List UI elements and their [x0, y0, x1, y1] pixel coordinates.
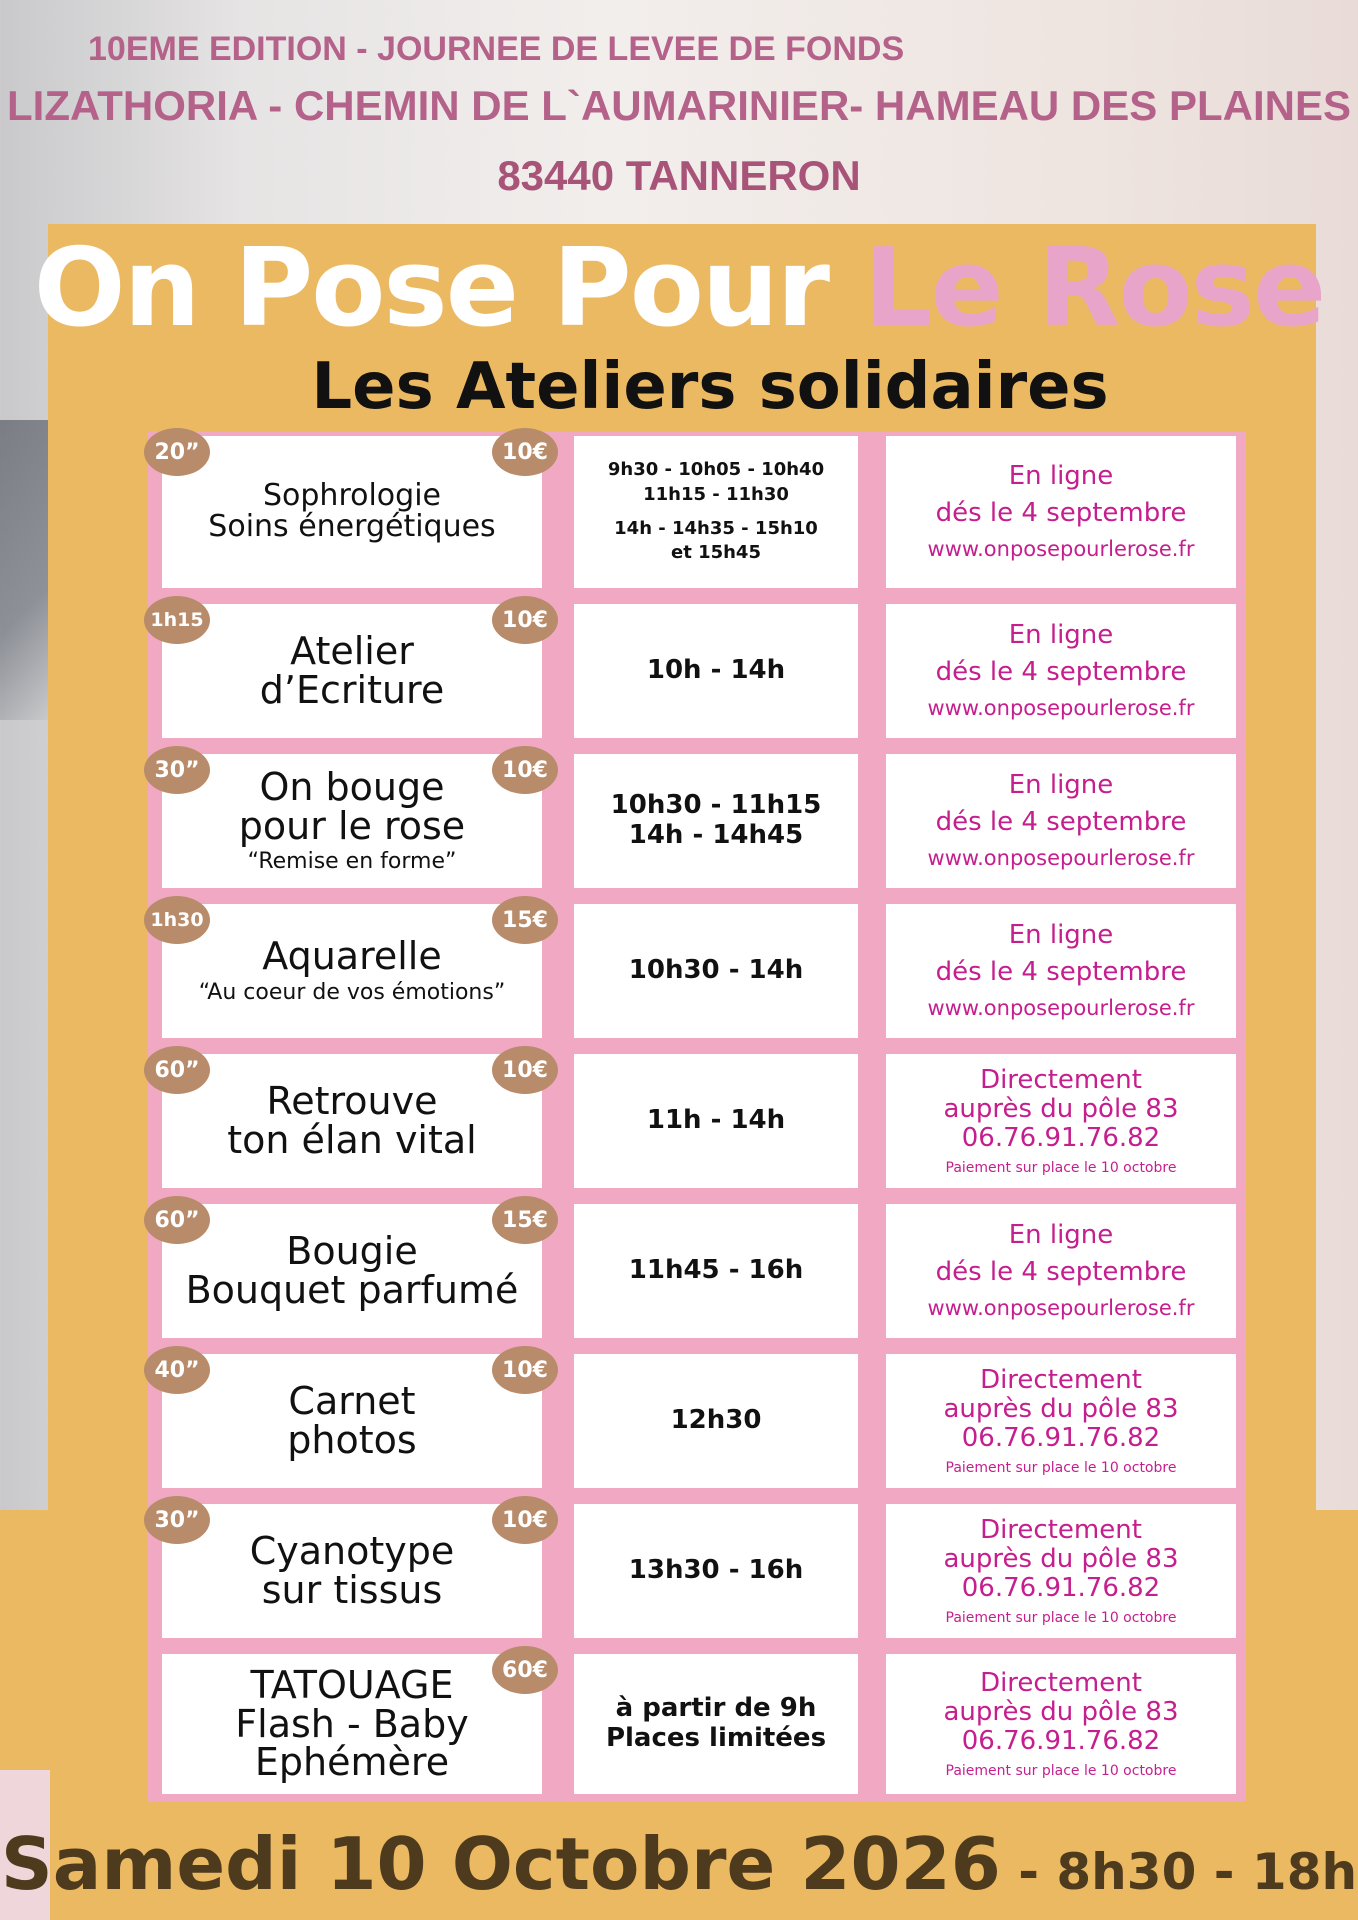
registration-cell [886, 1504, 1236, 1638]
time-line: 10h - 14h [646, 655, 786, 686]
workshop-time [608, 458, 824, 565]
workshop-name-line: Soins énergétiques [208, 509, 496, 544]
workshop-name-line: Bougie [286, 1229, 418, 1274]
workshop-name-line: d’Ecriture [259, 668, 445, 712]
registration-mode: En ligne [1008, 920, 1114, 951]
registration-cell [886, 904, 1236, 1038]
workshop-name-cell [162, 604, 542, 738]
time-line: 12h30 [670, 1405, 762, 1436]
time-gap [608, 507, 824, 517]
registration-info [928, 462, 1195, 562]
price-badge: 60€ [492, 1646, 558, 1694]
registration-mode: En ligne [1008, 620, 1114, 651]
workshop-name-line: ton élan vital [227, 1118, 477, 1162]
workshop-name-line: Retrouve [266, 1079, 438, 1124]
registration-info [928, 1221, 1195, 1321]
workshop-name-cell [162, 904, 542, 1038]
registration-mode: En ligne [1008, 770, 1114, 801]
time-line: Places limitées [605, 1723, 827, 1753]
time-line: 11h15 - 11h30 [643, 483, 789, 505]
workshop-name-cell [162, 1204, 542, 1338]
workshop-time-cell [574, 604, 858, 738]
duration-badge: 60” [144, 1046, 210, 1094]
duration-badge: 60” [144, 1196, 210, 1244]
time-line: 13h30 - 16h [628, 1555, 804, 1586]
duration-badge: 1h15 [144, 596, 210, 644]
workshop-name-subtitle: “Au coeur de vos émotions” [198, 979, 506, 1005]
time-line: 10h30 - 14h [628, 955, 804, 986]
workshop-name-line: Ephémère [254, 1740, 450, 1785]
payment-note: Paiement sur place le 10 octobre [945, 1762, 1177, 1779]
workshop-row [148, 1350, 1246, 1492]
registration-cell [886, 436, 1236, 588]
time-line: à partir de 9h [615, 1693, 817, 1724]
workshop-row [148, 1200, 1246, 1342]
workshop-row [148, 1650, 1246, 1798]
header-city: 83440 TANNERON [497, 152, 861, 199]
price-badge: 10€ [492, 1046, 558, 1094]
poster-subtitle: Les Ateliers solidaires [311, 350, 1109, 424]
registration-date: dés le 4 septembre [935, 807, 1187, 838]
duration-badge: 40” [144, 1346, 210, 1394]
price-badge: 10€ [492, 746, 558, 794]
price-badge: 10€ [492, 1496, 558, 1544]
workshop-name-line: photos [287, 1418, 417, 1462]
registration-date: dés le 4 septembre [935, 657, 1187, 688]
registration-cell [886, 1354, 1236, 1488]
registration-phone: 06.76.91.76.82 [961, 1725, 1161, 1756]
registration-info [943, 1516, 1178, 1627]
registration-mode: En ligne [1008, 1220, 1114, 1251]
registration-cell [886, 1654, 1236, 1794]
workshop-time [647, 656, 785, 686]
price-badge: 10€ [492, 596, 558, 644]
workshop-name-cell [162, 1654, 542, 1794]
workshop-row [148, 1500, 1246, 1642]
registration-website: www.onposepourlerose.fr [927, 696, 1195, 721]
workshop-time [629, 1256, 803, 1286]
registration-mode: Directement [980, 1064, 1142, 1095]
registration-cell [886, 1054, 1236, 1188]
workshop-time [629, 956, 803, 986]
registration-mode: Directement [980, 1364, 1142, 1395]
title-pink-part: Le Rose [863, 226, 1325, 351]
workshop-time-cell [574, 904, 858, 1038]
workshop-name-line: Aquarelle [262, 934, 442, 979]
registration-mode: En ligne [1008, 461, 1114, 492]
workshop-name-cell [162, 754, 542, 888]
registration-info [943, 1066, 1178, 1177]
duration-badge: 30” [144, 746, 210, 794]
duration-badge: 30” [144, 1496, 210, 1544]
workshop-name-cell [162, 1054, 542, 1188]
registration-website: www.onposepourlerose.fr [927, 537, 1195, 562]
duration-badge: 1h30 [144, 896, 210, 944]
registration-phone: 06.76.91.76.82 [961, 1572, 1161, 1603]
workshop-name-subtitle: “Remise en forme” [247, 849, 457, 875]
time-line: 10h30 - 11h15 [610, 790, 822, 821]
title-white-part: On Pose Pour [33, 226, 829, 351]
workshop-row [148, 432, 1246, 592]
workshop-time-cell [574, 1654, 858, 1794]
workshop-name-cell [162, 1504, 542, 1638]
workshop-time-cell [574, 1204, 858, 1338]
event-date [0, 1822, 1358, 1906]
registration-place: auprès du pôle 83 [943, 1093, 1179, 1124]
workshop-name-line: Cyanotype [249, 1529, 455, 1574]
workshop-name-line: On bouge [259, 764, 445, 809]
workshop-name-line: pour le rose [238, 803, 466, 848]
price-badge: 15€ [492, 1196, 558, 1244]
registration-place: auprès du pôle 83 [943, 1393, 1179, 1424]
event-date-day: Samedi 10 Octobre 2026 [0, 1822, 1001, 1906]
registration-date: dés le 4 septembre [935, 498, 1187, 529]
workshop-time-cell [574, 1504, 858, 1638]
registration-phone: 06.76.91.76.82 [961, 1422, 1161, 1453]
workshop-time [629, 1556, 803, 1586]
workshop-name-line: TATOUAGE [250, 1662, 454, 1707]
registration-cell [886, 754, 1236, 888]
workshop-time [611, 791, 822, 851]
registration-cell [886, 1204, 1236, 1338]
time-line: 11h - 14h [646, 1105, 786, 1136]
header-edition: 10EME EDITION - JOURNEE DE LEVEE DE FONDS [88, 30, 905, 68]
workshop-name-line: Sophrologie [262, 478, 441, 514]
workshop-name-line: Carnet [288, 1379, 416, 1424]
workshop-time [647, 1106, 785, 1136]
workshop-time [606, 1694, 826, 1754]
registration-date: dés le 4 septembre [935, 957, 1187, 988]
registration-info [943, 1669, 1178, 1780]
workshop-time [671, 1406, 762, 1436]
poster-title [0, 226, 1358, 351]
registration-place: auprès du pôle 83 [943, 1543, 1179, 1574]
duration-badge: 20” [144, 428, 210, 476]
workshop-row [148, 900, 1246, 1042]
event-hours: - 8h30 - 18h [1000, 1843, 1358, 1901]
time-line: 11h45 - 16h [628, 1255, 804, 1286]
workshop-name-line: Atelier [290, 629, 414, 674]
workshop-grid [148, 432, 1246, 1802]
registration-date: dés le 4 septembre [935, 1257, 1187, 1288]
workshop-name-cell [162, 1354, 542, 1488]
registration-website: www.onposepourlerose.fr [927, 996, 1195, 1021]
registration-website: www.onposepourlerose.fr [927, 846, 1195, 871]
registration-info [943, 1366, 1178, 1477]
price-badge: 10€ [492, 428, 558, 476]
registration-info [928, 921, 1195, 1021]
registration-website: www.onposepourlerose.fr [927, 1296, 1195, 1321]
price-badge: 10€ [492, 1346, 558, 1394]
time-line: 14h - 14h35 - 15h10 [614, 518, 818, 539]
workshop-time-cell [574, 1054, 858, 1188]
price-badge: 15€ [492, 896, 558, 944]
registration-info [928, 621, 1195, 721]
workshop-name-cell [162, 436, 542, 588]
workshop-name-line: Bouquet parfumé [185, 1268, 519, 1312]
workshop-row [148, 750, 1246, 892]
registration-phone: 06.76.91.76.82 [961, 1122, 1161, 1153]
workshop-time-cell [574, 436, 858, 588]
payment-note: Paiement sur place le 10 octobre [945, 1159, 1177, 1176]
workshop-name-line: sur tissus [261, 1568, 443, 1612]
time-line: et 15h45 [670, 542, 761, 564]
time-line: 9h30 - 10h05 - 10h40 [607, 459, 825, 481]
payment-note: Paiement sur place le 10 octobre [945, 1459, 1177, 1476]
workshop-time-cell [574, 754, 858, 888]
registration-place: auprès du pôle 83 [943, 1696, 1179, 1727]
workshop-row [148, 600, 1246, 742]
workshop-row [148, 1050, 1246, 1192]
registration-mode: Directement [980, 1514, 1142, 1545]
payment-note: Paiement sur place le 10 octobre [945, 1609, 1177, 1626]
header-address: LIZATHORIA - CHEMIN DE L`AUMARINIER- HAMEAU DES PLAINES [7, 82, 1351, 129]
registration-mode: Directement [980, 1667, 1142, 1698]
workshop-name-line: Flash - Baby [235, 1701, 469, 1746]
registration-info [928, 771, 1195, 871]
workshop-time-cell [574, 1354, 858, 1488]
time-line: 14h - 14h45 [628, 820, 804, 850]
registration-cell [886, 604, 1236, 738]
